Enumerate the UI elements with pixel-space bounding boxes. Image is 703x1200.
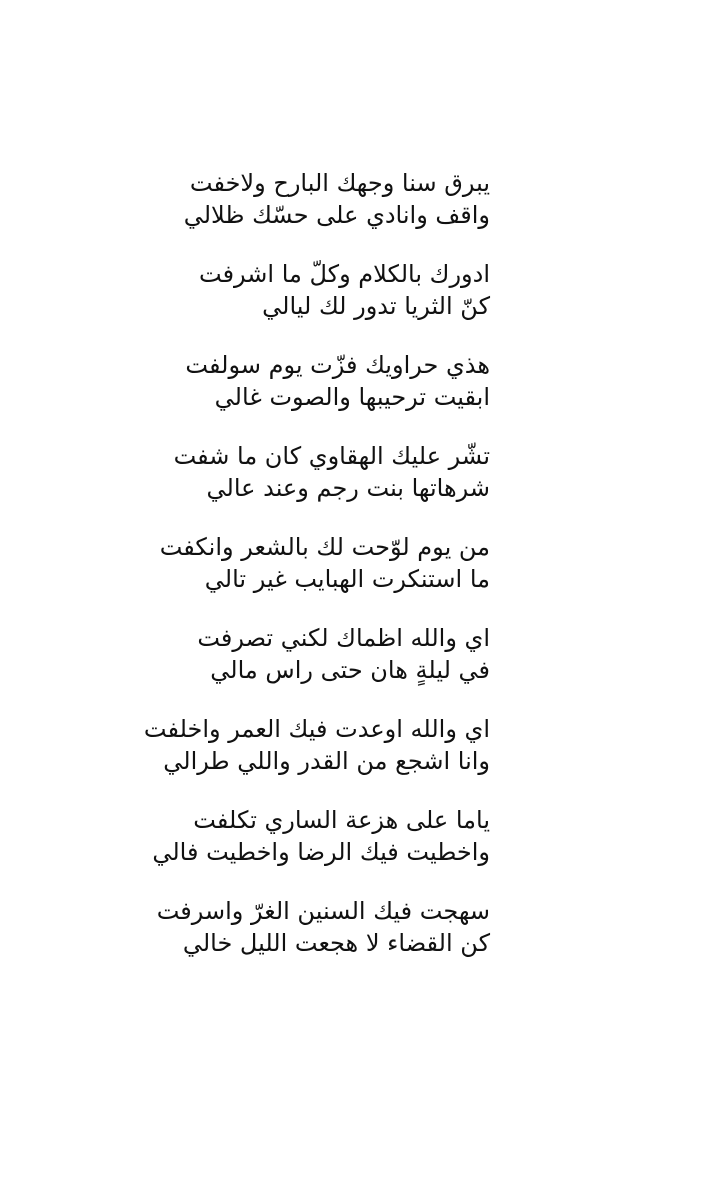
stanza-9 <box>0 893 703 984</box>
verse-line: اي والله اوعدت فيك العمر واخلفت <box>143 715 490 743</box>
stanza-4 <box>0 438 703 529</box>
stanza-6 <box>0 620 703 711</box>
verse-line: ياما على هزعة الساري تكلفت <box>193 806 490 834</box>
verse-line: كنّ الثريا تدور لك ليالي <box>262 292 490 320</box>
verse-line: واخطيت فيك الرضا واخطيت فالي <box>152 838 490 866</box>
verse-line: ادورك بالكلام وكلّ ما اشرفت <box>199 260 490 288</box>
stanza-8 <box>0 802 703 893</box>
verse-line: كن القضاء لا هجعت الليل خالي <box>182 929 490 957</box>
verse-line: سهجت فيك السنين الغرّ واسرفت <box>156 897 490 925</box>
stanza-3 <box>0 347 703 438</box>
verse-line: وانا اشجع من القدر واللي طرالي <box>163 747 490 775</box>
verse-line: في ليلةٍ هان حتى راس مالي <box>210 656 490 684</box>
verse-line: ابقيت ترحيبها والصوت غالي <box>214 383 490 411</box>
verse-line: تشّر عليك الهقاوي كان ما شفت <box>173 442 490 470</box>
verse-line: شرهاتها بنت رجم وعند عالي <box>206 474 490 502</box>
stanza-7 <box>0 711 703 802</box>
stanza-1 <box>0 165 703 256</box>
verse-line: من يوم لوّحت لك بالشعر وانكفت <box>159 533 490 561</box>
poem <box>0 165 703 984</box>
verse-line: واقف وانادي على حسّك ظلالي <box>183 201 490 229</box>
verse-line: اي والله اظماك لكني تصرفت <box>197 624 490 652</box>
verse-line: ما استنكرت الهبايب غير تالي <box>204 565 490 593</box>
verse-line: يبرق سنا وجهك البارح ولاخفت <box>189 169 490 197</box>
stanza-2 <box>0 256 703 347</box>
stanza-5 <box>0 529 703 620</box>
verse-line: هذي حراويك فزّت يوم سولفت <box>185 351 490 379</box>
